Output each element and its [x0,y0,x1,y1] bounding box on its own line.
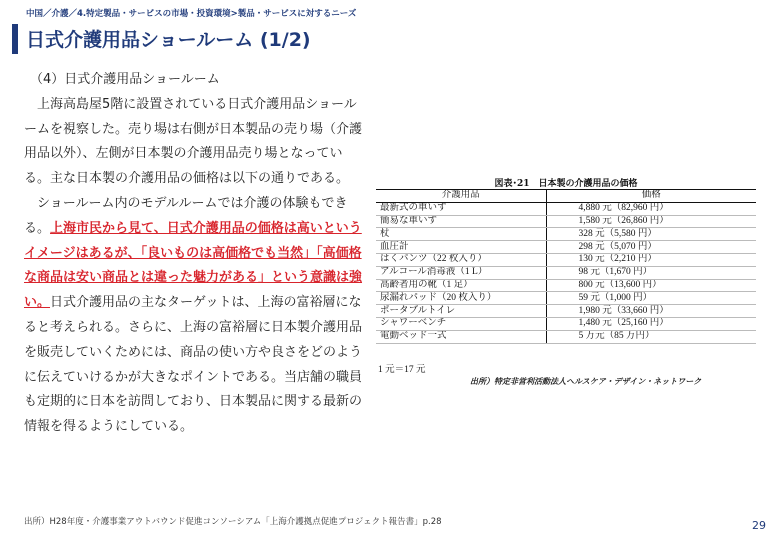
price-table [376,189,756,344]
paragraph-2 [24,192,362,440]
paragraph-2-end: 日式介護用品の主なターゲットは、上海の富裕層になると考えられる。さらに、上海の富裕層に日本製介護用品を販売していくためには、商品の使い方や良さをどのように伝えていけるかが大きなポイントである。当店舗の職員も定期的に日本を訪問しており、日本製品に関する最新の情報を得るようにしている。 [24,295,363,435]
item-cell: 最新式の車いす [376,202,546,215]
price-cell: 328 元（5,580 円） [546,228,756,241]
column-header-item: 介護用品 [376,190,546,203]
item-cell: 高齢者用の靴（1 足） [376,279,546,292]
item-cell: はくパンツ（22 枚入り） [376,253,546,266]
item-cell: ポータブルトイレ [376,305,546,318]
table-row [376,215,756,228]
price-cell: 4,880 元（82,960 円） [546,202,756,215]
table-row [376,305,756,318]
footer-source: 出所）H28年度・介護事業アウトバウンド促進コンソーシアム「上海介護拠点促進プロジェクト報告書」p.28 [24,517,442,527]
item-cell: 簡易な車いす [376,215,546,228]
figure-title: 図表･21 日本製の介護用品の価格 [494,179,638,189]
paragraph-1 [24,93,362,192]
table-row [376,241,756,254]
highlighted-statement: 上海市民から見て、日式介護用品の価格は高いというイメージはあるが、「良いものは高価格でも当然」「高価格な商品は安い商品とは違った魅力がある」という意識は強い。 [24,220,363,311]
paragraph-2-start: ショールーム内のモデルルームでは介護の体験もできる。 [24,195,348,236]
item-cell: 電動ベッド一式 [376,330,546,343]
price-cell: 5 万元（85 万円） [546,330,756,343]
table-row [376,266,756,279]
table-row [376,292,756,305]
paragraph-1-text: 上海高島屋5階に設置されている日式介護用品ショールームを視察した。売り場は右側が日本製品の売り場（介護用品以外）、左側が日本製の介護用品売り場となっている。主な日本製の介護用品の価格は以下の通りである。 [24,96,363,187]
table-row [376,317,756,330]
price-cell: 1,580 元（26,860 円） [546,215,756,228]
table-row [376,202,756,215]
table-row [376,279,756,292]
table-row [376,228,756,241]
item-cell: アルコール消毒液（1 L） [376,266,546,279]
price-cell: 130 元（2,210 円） [546,253,756,266]
item-cell: シャワーベンチ [376,317,546,330]
subheading: （4）日式介護用品ショールーム [30,72,220,87]
breadcrumb: 中国／介護／4.特定製品・サービスの市場・投資環境>製品・サービスに対するニーズ [26,9,357,19]
price-cell: 298 元（5,070 円） [546,241,756,254]
title-accent-bar [12,24,18,54]
figure-source: 出所）特定非営利活動法人ヘルスケア・デザイン・ネットワーク [470,377,702,386]
exchange-rate-note: 1 元＝17 元 [378,365,426,375]
table-row [376,253,756,266]
price-cell: 1,980 元（33,660 円） [546,305,756,318]
page-title: 日式介護用品ショールーム (1/2) [26,29,311,51]
column-header-price: 価格 [546,190,756,203]
price-table-body [376,202,756,343]
page-number: 29 [752,519,766,532]
body-text [24,68,362,440]
item-cell: 尿漏れパッド（20 枚入り） [376,292,546,305]
table-row [376,330,756,343]
item-cell: 血圧計 [376,241,546,254]
price-cell: 1,480 元（25,160 円） [546,317,756,330]
price-cell: 59 元（1,000 円） [546,292,756,305]
price-cell: 800 元（13,600 円） [546,279,756,292]
price-cell: 98 元（1,670 円） [546,266,756,279]
item-cell: 杖 [376,228,546,241]
price-table-header [376,190,756,203]
